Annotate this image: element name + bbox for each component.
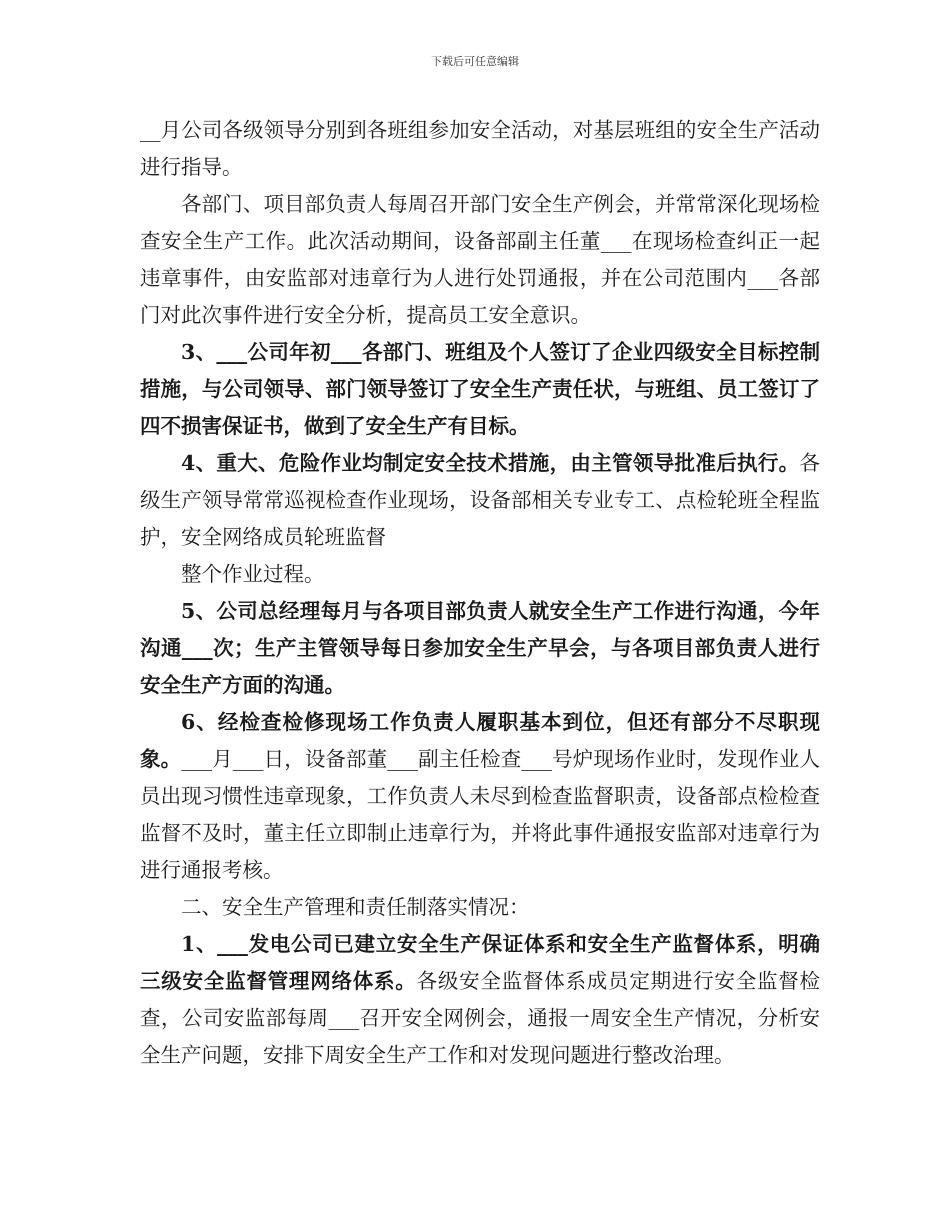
document-body <box>140 112 820 1074</box>
paragraph-2-text: 各部门、项目部负责人每周召开部门安全生产例会，并常常深化现场检查安全生产工作。此次活动期间，设备部副主任董___在现场检查纠正一起违章事件，由安监部对违章行为人进行处罚通报，并在公司范围内___各部门对此次事件进行安全分析，提高员工安全意识。 <box>140 192 820 327</box>
paragraph-2 <box>140 186 820 334</box>
paragraph-5-bold: 5、公司总经理每月与各项目部负责人就安全生产工作进行沟通，今年沟通___次；生产主管领导每日参加安全生产早会，与各项目部负责人进行安全生产方面的沟通。 <box>140 599 820 697</box>
paragraph-4-continued <box>140 556 820 593</box>
paragraph-4-text2: 整个作业过程。 <box>181 562 325 586</box>
paragraph-5 <box>140 593 820 704</box>
paragraph-4-text: 各级生产领导常常巡视检查作业现场，设备部相关专业专工、点检轮班全程监护，安全网络成员轮班监督 <box>140 451 820 549</box>
page-header: 下载后可任意编辑 <box>431 55 519 68</box>
paragraph-4 <box>140 445 820 556</box>
section-heading-2 <box>140 889 820 926</box>
paragraph-6 <box>140 704 820 889</box>
paragraph-1 <box>140 112 820 186</box>
paragraph-6-text: ___月___日，设备部董___副主任检查___号炉现场作业时，发现作业人员出现习惯性违章现象，工作负责人未尽到检查监督职责，设备部点检检查监督不及时，董主任立即制止违章行为，并将此事件通报安监部对违章行为进行通报考核。 <box>140 747 820 882</box>
section-heading-2-text: 二、安全生产管理和责任制落实情况： <box>181 895 530 919</box>
paragraph-1-text: __月公司各级领导分别到各班组参加安全活动，对基层班组的安全生产活动进行指导。 <box>140 118 820 179</box>
paragraph-3 <box>140 334 820 445</box>
paragraph-6-bold: 6、经检查检修现场工作负责人履职基本到位，但还有部分不尽职现象。 <box>140 710 820 771</box>
paragraph-8 <box>140 926 820 1074</box>
paragraph-8-bold: 1、___发电公司已建立安全生产保证体系和安全生产监督体系，明确三级安全监督管理网络体系。 <box>140 932 820 993</box>
paragraph-8-text: 各级安全监督体系成员定期进行安全监督检查，公司安监部每周___召开安全网例会，通报一周安全生产情况，分析安全生产问题，安排下周安全生产工作和对发现问题进行整改治理。 <box>140 969 821 1067</box>
paragraph-3-bold: 3、___公司年初___各部门、班组及个人签订了企业四级安全目标控制措施，与公司领导、部门领导签订了安全生产责任状，与班组、员工签订了四不损害保证书，做到了安全生产有目标。 <box>140 340 820 438</box>
paragraph-4-bold: 4、重大、危险作业均制定安全技术措施，由主管领导批准后执行。 <box>181 451 800 475</box>
